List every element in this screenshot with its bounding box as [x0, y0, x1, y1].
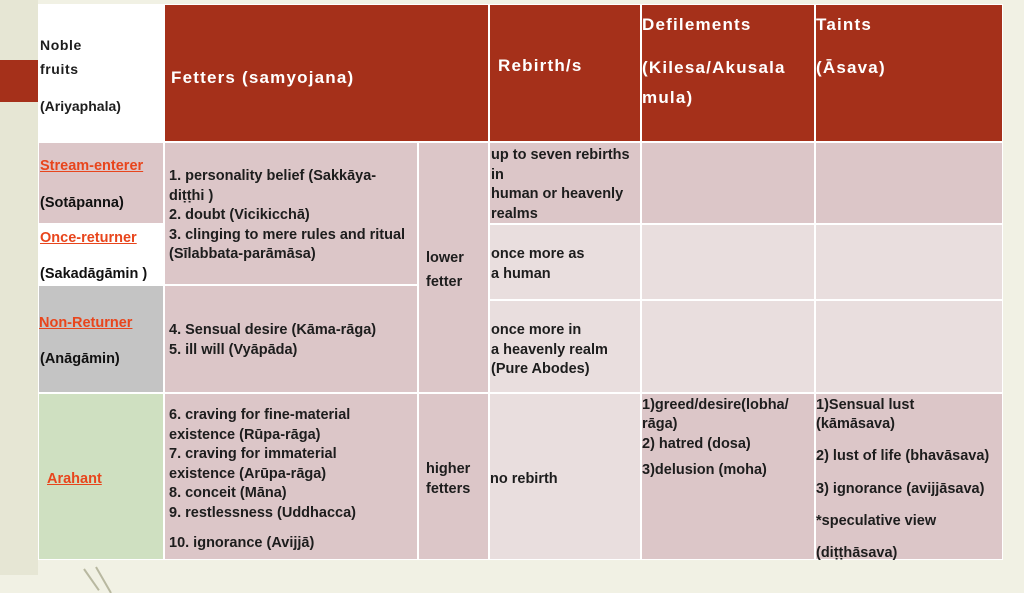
fruit-arahant — [38, 393, 164, 560]
stream-enterer-link[interactable]: Stream-enterer — [40, 157, 143, 177]
defilements-stream — [641, 142, 815, 224]
taint-sensual-line2: (kāmāsava) — [816, 415, 895, 435]
rebirth-non-lines — [491, 321, 608, 380]
fetter-item: 8. conceit (Māna) — [169, 484, 356, 504]
header-noble-line1: Noble — [40, 36, 82, 55]
fetter-item: 2. doubt (Vicikicchā) — [169, 206, 419, 226]
non-returner-pali: (Anāgāmin) — [40, 350, 120, 370]
fetter-item: 7. craving for immaterial — [169, 445, 356, 465]
defilement-greed-line2: rāga) — [642, 415, 677, 435]
header-taints-line1: Taints — [816, 10, 872, 40]
fetter-type-lower-line2: fetter — [426, 273, 462, 293]
header-rebirths-label: Rebirth/s — [498, 51, 582, 81]
header-fetters — [164, 4, 489, 142]
fetter-item: 4. Sensual desire (Kāma-rāga) — [169, 321, 376, 341]
fetter-item: 9. restlessness (Uddhacca) — [169, 504, 356, 524]
rebirth-line: once more as — [491, 245, 585, 265]
fruit-stream-enterer — [38, 142, 164, 224]
rebirth-line: up to seven rebirths — [491, 146, 630, 166]
fetter-item: (Sīlabbata-parāmāsa) — [169, 245, 419, 265]
rebirth-non-returner — [489, 300, 641, 393]
rebirth-line: (Pure Abodes) — [491, 360, 608, 380]
taints-arahant — [815, 393, 1003, 560]
fetter-item: diṭṭhi ) — [169, 187, 419, 207]
defilements-arahant — [641, 393, 815, 560]
once-returner-pali: (Sakadāgāmin ) — [40, 265, 147, 285]
taints-non — [815, 300, 1003, 393]
taint-life: 2) lust of life (bhavāsava) — [816, 447, 989, 467]
header-defilements-line2: (Kilesa/Akusala — [642, 53, 786, 83]
arahant-link[interactable]: Arahant — [47, 470, 102, 490]
fetters-higher-list — [169, 406, 356, 523]
header-noble-fruits — [38, 4, 164, 142]
fetters-lower-group-a — [164, 142, 418, 285]
taints-once — [815, 224, 1003, 300]
red-accent-bar — [0, 60, 38, 102]
rebirth-stream-lines — [491, 146, 630, 224]
fetter-type-higher-line2: fetters — [426, 480, 470, 500]
rebirth-once-lines — [491, 245, 585, 284]
rebirth-line: human or heavenly — [491, 185, 630, 205]
taint-ignorance: 3) ignorance (avijjāsava) — [816, 480, 984, 500]
header-taints — [815, 4, 1003, 142]
fetter-item: 1. personality belief (Sakkāya- — [169, 167, 419, 187]
rebirth-line: realms — [491, 205, 630, 225]
taint-sensual-line1: 1)Sensual lust — [816, 396, 914, 416]
header-defilements-line1: Defilements — [642, 10, 752, 40]
fetter-type-higher — [418, 393, 489, 560]
rebirth-line: a heavenly realm — [491, 341, 608, 361]
rebirth-arahant — [489, 393, 641, 560]
fetter-type-lower — [418, 142, 489, 393]
defilements-non — [641, 300, 815, 393]
fetter-type-higher-line1: higher — [426, 460, 470, 480]
defilement-delusion: 3)delusion (moha) — [642, 461, 767, 481]
header-noble-line3: (Ariyaphala) — [40, 97, 121, 116]
rebirth-once-returner — [489, 224, 641, 300]
header-defilements-line3: mula) — [642, 83, 693, 113]
taints-stream — [815, 142, 1003, 224]
fetter-item: 3. clinging to mere rules and ritual — [169, 226, 419, 246]
fetter-type-lower-line1: lower — [426, 249, 464, 269]
rebirth-stream-enterer — [489, 142, 641, 224]
fetter-item: existence (Rūpa-rāga) — [169, 426, 356, 446]
header-taints-line2: (Āsava) — [816, 53, 886, 83]
taint-speculative-line1: *speculative view — [816, 512, 936, 532]
once-returner-link[interactable]: Once-returner — [40, 229, 137, 249]
header-defilements — [641, 4, 815, 142]
fetter-item: existence (Arūpa-rāga) — [169, 465, 356, 485]
defilement-hatred: 2) hatred (dosa) — [642, 435, 751, 455]
fetter-item-ignorance: 10. ignorance (Avijjā) — [169, 534, 314, 554]
fruit-non-returner — [38, 285, 164, 393]
stream-enterer-pali: (Sotāpanna) — [40, 194, 124, 214]
taint-speculative-line2: (diṭṭhāsava) — [816, 544, 897, 564]
fetters-higher-group — [164, 393, 418, 560]
fruit-once-returner — [38, 224, 164, 285]
non-returner-link[interactable]: Non-Returner — [39, 314, 132, 334]
defilement-greed-line1: 1)greed/desire(lobha/ — [642, 396, 789, 416]
header-fetters-label: Fetters (samyojana) — [171, 63, 354, 93]
header-rebirths — [489, 4, 641, 142]
rebirth-line: once more in — [491, 321, 608, 341]
rebirth-line: in — [491, 166, 630, 186]
fetters-lower-group-b — [164, 285, 418, 393]
fetters-lower-a-list — [169, 167, 419, 265]
rebirth-line: a human — [491, 265, 585, 285]
defilements-once — [641, 224, 815, 300]
header-noble-line2: fruits — [40, 60, 79, 79]
fetter-item: 5. ill will (Vyāpāda) — [169, 341, 376, 361]
fetter-item: 6. craving for fine-material — [169, 406, 356, 426]
rebirth-arahant-text: no rebirth — [490, 470, 558, 490]
fetters-lower-b-list — [169, 321, 376, 360]
